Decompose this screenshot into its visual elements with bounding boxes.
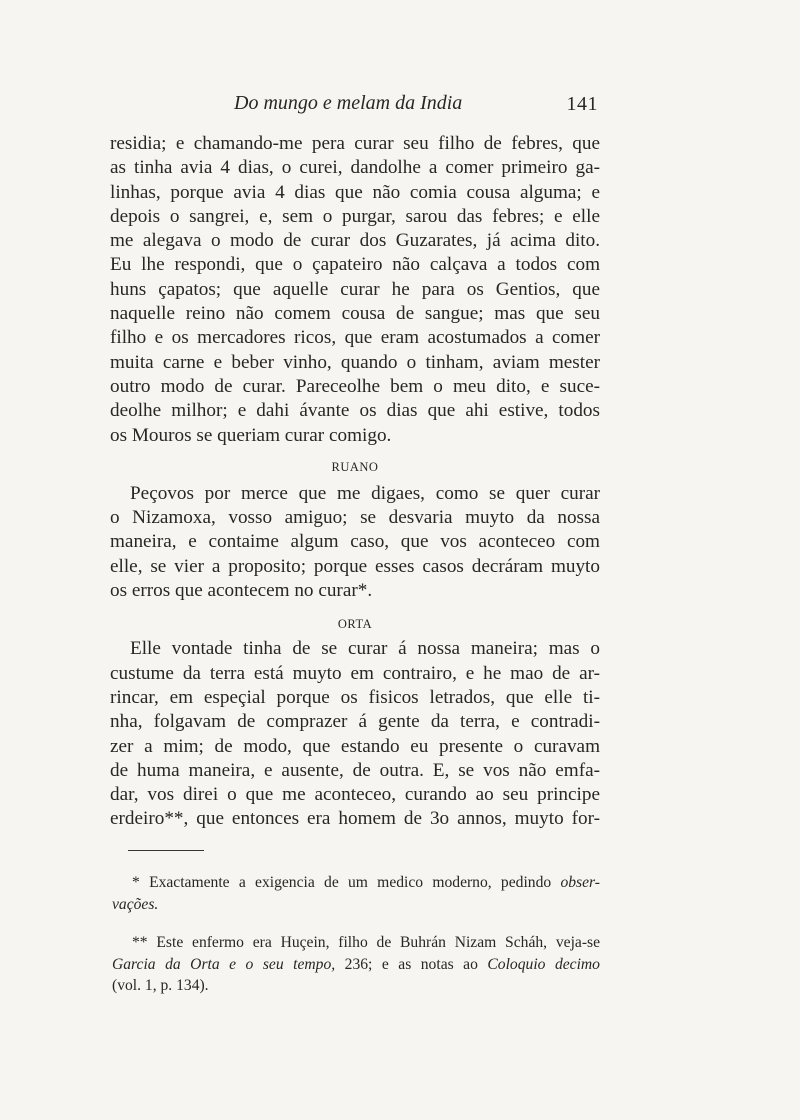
footnote-1 xyxy=(112,872,600,915)
text-line: os Mouros se queriam curar comigo. xyxy=(110,424,392,446)
text-line: Eu lhe respondi, que o çapateiro não calçava a todos com xyxy=(110,254,600,276)
text-line: filho e os mercadores ricos, que eram acostumados a comer xyxy=(110,327,600,349)
speaker-heading-ruano: RUANO xyxy=(331,459,379,474)
paragraph xyxy=(110,482,600,603)
paragraph xyxy=(110,132,600,448)
text-line: elle, se vier a proposito; porque esses casos decráram muyto xyxy=(110,555,600,577)
footnote-italic: obser- xyxy=(560,874,600,891)
speaker-heading-orta: ORTA xyxy=(337,617,373,632)
text-line: me alegava o modo de curar dos Guzarates, já acima dito. xyxy=(110,230,600,252)
text-line: huns çapatos; que aquelle curar he para os Gentios, que xyxy=(110,278,600,300)
text-line: Peçovos por merce que me digaes, como se quer curar xyxy=(130,482,600,504)
text-line: as tinha avia 4 dias, o curei, dandolhe a comer primeiro ga- xyxy=(110,157,600,179)
text-line: deolhe milhor; e dahi ávante os dias que ahi estive, todos xyxy=(110,400,600,422)
footnote-book-title: Garcia da Orta e o seu tempo, xyxy=(112,955,336,973)
footnote-text: Exactamente a exigencia de um medico moderno, pedindo xyxy=(149,874,552,891)
footnote-text: (vol. 1, p. 134). xyxy=(112,977,209,994)
body-text xyxy=(110,132,600,832)
footnote-marker: * xyxy=(132,874,140,891)
text-line: o Nizamoxa, vosso amiguo; se desvaria muyto da nossa xyxy=(110,507,600,529)
footnote-2 xyxy=(112,932,600,997)
running-title: Do mungo e melam da India xyxy=(234,92,463,114)
text-line: outro modo de curar. Pareceolhe bem o meu dito, e suce- xyxy=(110,375,600,397)
text-line: de huma maneira, e ausente, de outra. E, se vos não emfa- xyxy=(110,759,600,781)
text-line: custume da terra está muyto em contrairo, e he mao de ar- xyxy=(110,662,600,684)
footnote-italic: vações. xyxy=(112,895,159,913)
footnotes xyxy=(112,872,600,997)
text-line: zer a mim; de modo, que estando eu presente o curavam xyxy=(110,735,600,757)
text-line: nha, folgavam de comprazer á gente da terra, e contradi- xyxy=(110,711,600,733)
page-header xyxy=(110,92,600,118)
text-line: linhas, porque avia 4 dias que não comia cousa alguma; e xyxy=(110,181,600,203)
text-line: muita carne e beber vinho, quando o tinham, aviam mester xyxy=(110,351,600,373)
text-line: residia; e chamando-me pera curar seu filho de febres, que xyxy=(110,133,600,154)
text-line: maneira, e contaime algum caso, que vos aconteceo com xyxy=(110,531,600,553)
paragraph xyxy=(110,637,600,831)
footnote-text: Este enfermo era Huçein, filho de Buhrán Nizam Scháh, veja-se xyxy=(156,934,601,951)
text-line: os erros que acontecem no curar*. xyxy=(110,580,373,602)
footnote-text: 236; e as notas ao xyxy=(344,955,478,973)
footnote-italic: Coloquio decimo xyxy=(487,955,600,973)
page-number: 141 xyxy=(566,93,598,115)
text-line: Elle vontade tinha de se curar á nossa maneira; mas o xyxy=(130,638,600,660)
text-line: rincar, em espeçial porque os fisicos letrados, que elle ti- xyxy=(110,686,600,708)
text-line: naquelle reino não comem cousa de sangue; mas que seu xyxy=(110,303,600,325)
text-line: depois o sangrei, e, sem o purgar, sarou das febres; e elle xyxy=(110,205,600,227)
footnote-marker: ** xyxy=(132,934,148,951)
footnote-rule xyxy=(128,850,204,851)
text-line: erdeiro**, que entonces era homem de 3o annos, muyto for- xyxy=(110,808,600,830)
text-line: dar, vos direi o que me aconteceo, curando ao seu principe xyxy=(110,784,600,806)
